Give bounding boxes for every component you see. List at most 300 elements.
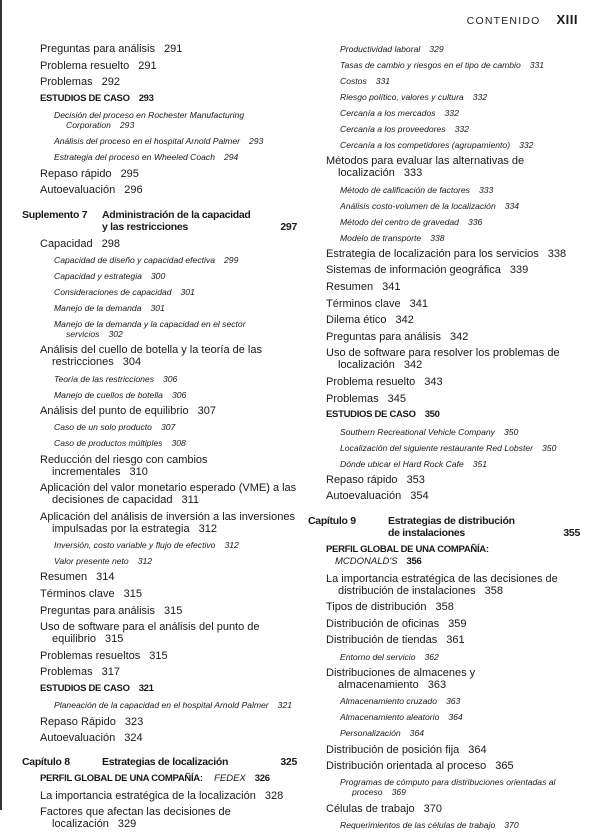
toc-subentry[interactable] <box>22 252 297 268</box>
entry-page: 350 <box>542 442 557 453</box>
entry-title: Términos clave <box>40 588 115 601</box>
entry-text <box>40 511 297 535</box>
entry-text <box>340 820 580 830</box>
entry-text <box>54 374 297 384</box>
entry-page: 358 <box>435 601 454 614</box>
chapter-title-line: Estrategias de distribución <box>388 514 515 527</box>
toc-subentry[interactable] <box>22 697 297 713</box>
toc-entry[interactable] <box>308 153 580 182</box>
entry-text <box>326 474 580 486</box>
entry-text <box>40 238 297 250</box>
toc-entry[interactable] <box>22 713 297 730</box>
entry-text <box>326 803 580 815</box>
toc-subentry[interactable] <box>308 182 580 198</box>
entry-page: 332 <box>444 108 459 118</box>
entry-text <box>340 777 580 797</box>
toc-subentry[interactable] <box>308 73 580 89</box>
toc-subentry[interactable] <box>308 817 580 833</box>
entry-page: 306 <box>171 389 187 400</box>
chapter-title-line: Estrategias de localización <box>102 756 229 769</box>
entry-page: 324 <box>124 732 143 745</box>
entry-text <box>326 618 580 630</box>
entry-title: Análisis costo-volumen de la localización <box>340 200 496 211</box>
case-studies-entry[interactable] <box>308 407 580 424</box>
toc-entry[interactable] <box>308 741 580 758</box>
entry-title: Problema resuelto <box>326 376 416 389</box>
entry-page: 338 <box>430 232 445 243</box>
entry-page: 308 <box>171 438 186 449</box>
entry-text <box>326 331 580 343</box>
case-studies-entry[interactable] <box>22 91 297 108</box>
toc-subentry[interactable] <box>22 133 297 149</box>
entry-title: Productividad laboral <box>340 44 421 54</box>
entry-title: Caso de un solo producto <box>54 422 152 433</box>
toc-entry[interactable] <box>308 472 580 489</box>
entry-text <box>54 271 297 281</box>
entry-text <box>40 732 297 744</box>
entry-title: Problemas <box>326 392 379 405</box>
entry-page: 364 <box>409 728 425 739</box>
entry-text <box>40 93 154 104</box>
entry-title: Manejo de cuellos de botella <box>54 389 163 400</box>
entry-page: 326 <box>254 773 270 785</box>
entry-text <box>40 716 297 728</box>
entry-title: Estrategia del proceso en Wheeled Coach <box>54 152 215 163</box>
entry-text <box>326 667 580 691</box>
toc-column-right <box>308 41 580 833</box>
entry-title: Autoevaluación <box>40 184 116 197</box>
entry-text <box>326 298 580 310</box>
entry-text <box>326 573 580 597</box>
entry-title: ESTUDIOS DE CASO <box>40 93 130 105</box>
entry-title: Distribución de posición fija <box>326 743 460 756</box>
entry-title: Personalización <box>340 728 401 739</box>
entry-text <box>54 319 297 339</box>
toc-subentry[interactable] <box>308 649 580 665</box>
entry-page: 341 <box>409 297 428 310</box>
toc-entry[interactable] <box>22 569 297 586</box>
entry-page: 342 <box>403 359 423 372</box>
entry-page: 315 <box>163 604 183 617</box>
chapter-label: Capítulo 8 <box>22 756 70 769</box>
toc-entry[interactable] <box>22 619 297 648</box>
chapter-title-line: Administración de la capacidad <box>102 208 251 221</box>
toc-entry[interactable] <box>308 345 580 374</box>
entry-text <box>326 744 580 756</box>
entry-text <box>40 482 297 506</box>
entry-text <box>326 155 580 179</box>
entry-text <box>54 303 297 313</box>
entry-title: PERFIL GLOBAL DE UNA COMPAÑÍA: <box>40 773 203 785</box>
entry-title: Resumen <box>40 571 88 584</box>
entry-page: 342 <box>395 314 414 327</box>
toc-entry[interactable] <box>308 488 580 505</box>
toc-subentry[interactable] <box>308 230 580 246</box>
page-edge <box>0 0 2 810</box>
entry-title: Resumen <box>326 281 374 294</box>
entry-text <box>326 601 580 613</box>
entry-title: Reducción del riesgo con cambios incrementales <box>40 453 208 478</box>
entry-title: La importancia estratégica de la localización <box>40 789 256 802</box>
toc-entry[interactable] <box>22 165 297 182</box>
entry-text <box>40 588 297 600</box>
entry-text <box>54 540 297 550</box>
entry-page: 341 <box>382 281 401 294</box>
page-number: XIII <box>556 12 578 27</box>
entry-page: 365 <box>495 760 514 773</box>
entry-text <box>326 393 580 405</box>
entry-title: Preguntas para análisis <box>326 330 441 343</box>
entry-title: Repaso Rápido <box>40 715 116 728</box>
entry-page: 353 <box>406 473 425 486</box>
entry-title: Decisión del proceso en Rochester Manufacturing Corporation <box>54 110 245 131</box>
toc-subentry[interactable] <box>22 284 297 300</box>
entry-title: Distribución de tiendas <box>326 634 438 647</box>
company-profile-entry[interactable] <box>22 771 297 788</box>
entry-page: 292 <box>101 76 120 89</box>
entry-text <box>326 490 580 502</box>
entry-title: Southern Recreational Vehicle Company <box>340 426 495 437</box>
entry-title: Autoevaluación <box>40 732 116 745</box>
entry-page: 364 <box>468 743 487 756</box>
entry-page: 332 <box>454 124 469 134</box>
chapter-title-line: de instalaciones <box>388 527 465 540</box>
entry-page: 328 <box>264 789 284 802</box>
entry-text <box>40 454 297 478</box>
entry-title: Capacidad de diseño y capacidad efectiva <box>54 255 216 266</box>
entry-text <box>40 43 297 55</box>
entry-text <box>326 347 580 371</box>
entry-title: Uso de software para el análisis del punto de equilibrio <box>40 621 260 646</box>
entry-title: Cercanía a los mercados <box>340 108 436 118</box>
entry-title: Problemas resueltos <box>40 649 141 662</box>
entry-page: 350 <box>503 426 519 437</box>
entry-title: Cercanía a los proveedores <box>340 124 446 134</box>
entry-title: Caso de productos múltiples <box>54 438 163 449</box>
entry-text <box>40 666 297 678</box>
entry-text <box>54 422 297 432</box>
entry-text <box>340 652 580 662</box>
toc-entry[interactable] <box>22 74 297 91</box>
toc-subentry[interactable] <box>308 89 580 105</box>
entry-title: Distribución orientada al proceso <box>326 760 487 773</box>
entry-page: 336 <box>467 216 483 227</box>
entry-page: 312 <box>137 556 153 567</box>
entry-text <box>40 344 297 368</box>
toc-entry[interactable] <box>308 374 580 391</box>
entry-title: Términos clave <box>326 297 401 310</box>
entry-text <box>326 409 440 420</box>
toc-subentry[interactable] <box>308 57 580 73</box>
entry-title: Distribuciones de almacenes y almacenamiento <box>326 666 476 691</box>
entry-title: Planeación de la capacidad en el hospital Arnold Palmer <box>54 700 269 711</box>
entry-text <box>40 405 297 417</box>
entry-text <box>54 390 297 400</box>
entry-text <box>326 248 580 260</box>
toc-entry[interactable] <box>308 329 580 346</box>
toc-subentry[interactable] <box>22 387 297 403</box>
entry-title: Análisis del punto de equilibrio <box>40 405 189 418</box>
chapter-label: Suplemento 7 <box>22 208 88 221</box>
chapter-title-line: y las restricciones <box>102 221 188 234</box>
entry-title: Repaso rápido <box>40 167 112 180</box>
toc-entry[interactable] <box>22 480 297 509</box>
entry-title: Consideraciones de capacidad <box>54 287 172 298</box>
company-profile-entry[interactable] <box>308 542 580 571</box>
toc-subentry[interactable] <box>22 316 297 342</box>
toc-entry[interactable] <box>308 632 580 649</box>
chapter-page: 325 <box>280 756 297 769</box>
entry-text <box>54 110 297 130</box>
entry-page: 317 <box>101 666 120 679</box>
toc-subentry[interactable] <box>22 419 297 435</box>
entry-text <box>326 376 580 388</box>
toc-subentry[interactable] <box>308 137 580 153</box>
entry-title: Almacenamiento aleatorio <box>340 712 440 723</box>
toc-entry[interactable] <box>308 390 580 407</box>
entry-page: 306 <box>163 373 178 384</box>
entry-title: Manejo de la demanda y la capacidad en el sector servicios <box>54 319 246 340</box>
chapter-heading[interactable] <box>22 754 297 771</box>
toc-entry[interactable] <box>308 295 580 312</box>
entry-page: 338 <box>547 247 567 260</box>
toc-entry[interactable] <box>308 800 580 817</box>
chapter-heading[interactable] <box>308 513 580 542</box>
toc-subentry[interactable] <box>22 553 297 569</box>
entry-page: 291 <box>163 43 183 56</box>
entry-page: 343 <box>424 376 443 389</box>
toc-entry[interactable] <box>22 41 297 58</box>
entry-page: 299 <box>224 255 239 266</box>
entry-text <box>340 233 580 243</box>
toc-entry[interactable] <box>22 342 297 371</box>
entry-title: Análisis del proceso en el hospital Arnold Palmer <box>54 136 240 147</box>
entry-text <box>326 760 580 772</box>
entry-page: 358 <box>484 584 503 597</box>
entry-text <box>40 650 297 662</box>
entry-text <box>54 438 297 448</box>
entry-page: 323 <box>124 715 144 728</box>
entry-title: Estrategia de localización para los servicios <box>326 247 539 260</box>
entry-page: 331 <box>375 76 391 86</box>
toc-entry[interactable] <box>308 279 580 296</box>
toc-entry[interactable] <box>308 665 580 694</box>
entry-page: 302 <box>108 329 123 340</box>
chapter-title <box>102 209 280 234</box>
toc-entry[interactable] <box>22 602 297 619</box>
entry-page: 332 <box>472 92 488 102</box>
entry-page: 345 <box>387 392 406 405</box>
entry-title: Análisis del cuello de botella y la teoría de las restricciones <box>40 344 262 369</box>
entry-page: 369 <box>391 787 406 798</box>
toc-entry[interactable] <box>22 182 297 199</box>
toc-subentry[interactable] <box>22 107 297 133</box>
entry-page: 356 <box>406 556 422 568</box>
toc-subentry[interactable] <box>22 300 297 316</box>
entry-title: Costos <box>340 76 367 86</box>
entry-page: 332 <box>519 140 534 150</box>
entry-page: 293 <box>138 93 154 105</box>
entry-title: Requerimientos de las células de trabajo <box>340 820 496 831</box>
entry-title: Repaso rápido <box>326 473 398 486</box>
toc-entry[interactable] <box>22 58 297 75</box>
entry-title: Cercanía a los competidores (agrupamiento) <box>340 140 511 150</box>
entry-page: 359 <box>448 617 467 630</box>
entry-page: 351 <box>472 458 488 469</box>
toc-subentry[interactable] <box>308 693 580 709</box>
entry-title: Tipos de distribución <box>326 601 427 614</box>
entry-text <box>54 556 297 566</box>
entry-text <box>40 605 297 617</box>
entry-text <box>326 634 580 646</box>
toc-subentry[interactable] <box>22 149 297 165</box>
entry-text <box>340 108 580 118</box>
entry-text <box>40 60 297 72</box>
toc-entry[interactable] <box>308 246 580 263</box>
entry-text <box>340 92 580 102</box>
chapter-page: 355 <box>563 527 580 540</box>
toc-entry[interactable] <box>308 262 580 279</box>
entry-page: 350 <box>424 409 440 421</box>
toc-entry[interactable] <box>22 804 297 833</box>
toc-entry[interactable] <box>22 648 297 665</box>
toc-entry[interactable] <box>22 586 297 603</box>
entry-text <box>326 281 580 293</box>
toc-entry[interactable] <box>22 451 297 480</box>
toc-subentry[interactable] <box>308 424 580 440</box>
toc-subentry[interactable] <box>308 105 580 121</box>
entry-page: 354 <box>410 490 429 503</box>
entry-text <box>40 184 297 196</box>
entry-title: Capacidad y estrategia <box>54 271 142 282</box>
entry-title: Inversión, costo variable y flujo de efectivo <box>54 540 216 551</box>
toc-subentry[interactable] <box>22 435 297 451</box>
entry-page: 315 <box>123 588 142 601</box>
toc-subentry[interactable] <box>308 456 580 472</box>
chapter-heading[interactable] <box>22 207 297 236</box>
toc-subentry[interactable] <box>308 709 580 725</box>
entry-page: 370 <box>423 802 443 815</box>
entry-text <box>340 712 580 722</box>
entry-title: La importancia estratégica de las decisiones de distribución de instalaciones <box>326 572 558 597</box>
entry-page: 294 <box>224 152 239 163</box>
entry-page: 301 <box>180 287 195 298</box>
entry-text <box>340 140 580 150</box>
entry-text <box>40 571 297 583</box>
entry-text <box>40 790 297 802</box>
entry-text <box>40 621 297 645</box>
entry-text <box>340 443 580 453</box>
toc-entry[interactable] <box>308 570 580 599</box>
toc-subentry[interactable] <box>308 214 580 230</box>
entry-title: Capacidad <box>40 237 93 250</box>
toc-entry[interactable] <box>308 599 580 616</box>
entry-page: 363 <box>445 696 461 707</box>
entry-title: Factores que afectan las decisiones de localización <box>40 806 231 831</box>
toc-subentry[interactable] <box>22 537 297 553</box>
entry-text <box>340 728 580 738</box>
case-studies-entry[interactable] <box>22 681 297 698</box>
entry-text <box>54 700 297 710</box>
entry-text <box>340 185 580 195</box>
entry-text <box>54 136 297 146</box>
entry-text <box>40 806 297 830</box>
entry-text <box>54 255 297 265</box>
entry-page: 315 <box>149 649 168 662</box>
entry-page: 362 <box>424 651 439 662</box>
toc-entry[interactable] <box>22 236 297 253</box>
entry-title: ESTUDIOS DE CASO <box>40 682 130 694</box>
entry-title: Sistemas de información geográfica <box>326 264 501 277</box>
toc-subentry[interactable] <box>308 774 580 800</box>
entry-page: 342 <box>449 330 469 343</box>
entry-text <box>340 201 580 211</box>
entry-title: Problemas <box>40 76 93 89</box>
toc-entry[interactable] <box>308 758 580 775</box>
toc-subentry[interactable] <box>22 268 297 284</box>
entry-text <box>54 287 297 297</box>
entry-title: Problema resuelto <box>40 59 130 72</box>
entry-title: Almacenamiento cruzado <box>340 696 437 707</box>
toc-entry[interactable] <box>22 730 297 747</box>
toc-entry[interactable] <box>22 509 297 538</box>
entry-title: ESTUDIOS DE CASO <box>326 409 416 421</box>
entry-page: 300 <box>150 271 166 282</box>
toc-entry[interactable] <box>308 616 580 633</box>
entry-page: 339 <box>509 264 529 277</box>
entry-title: Distribución de oficinas <box>326 617 440 630</box>
entry-text <box>340 76 580 86</box>
entry-page: 315 <box>105 633 124 646</box>
entry-page: 361 <box>446 634 465 647</box>
entry-text <box>340 459 580 469</box>
entry-page: 314 <box>96 571 115 584</box>
entry-title: Localización del siguiente restaurante Red Lobster <box>340 442 534 453</box>
toc-entry[interactable] <box>308 312 580 329</box>
entry-page: 312 <box>224 540 239 551</box>
toc-subentry[interactable] <box>308 198 580 214</box>
toc-subentry[interactable] <box>22 371 297 387</box>
toc-subentry[interactable] <box>308 41 580 57</box>
entry-page: 331 <box>529 60 545 70</box>
entry-title: Entorno del servicio <box>340 651 416 662</box>
toc-entry[interactable] <box>22 403 297 420</box>
entry-page: 333 <box>478 184 494 195</box>
toc-column-left <box>22 41 297 833</box>
entry-title: Método de calificación de factores <box>340 184 470 195</box>
toc-entry[interactable] <box>22 788 297 805</box>
entry-text <box>40 76 297 88</box>
entry-title: Modelo de transporte <box>340 232 422 243</box>
toc-subentry[interactable] <box>308 440 580 456</box>
toc-subentry[interactable] <box>308 725 580 741</box>
entry-page: 304 <box>122 356 142 369</box>
entry-page: 321 <box>138 682 154 694</box>
entry-text <box>340 60 580 70</box>
toc-entry[interactable] <box>22 664 297 681</box>
entry-title: Métodos para evaluar las alternativas de localización <box>326 155 525 180</box>
chapter-title <box>388 515 563 540</box>
entry-title: Preguntas para análisis <box>40 43 155 56</box>
company-name: FEDEX <box>214 773 246 785</box>
entry-text <box>326 314 580 326</box>
entry-page: 312 <box>198 522 217 535</box>
running-header <box>467 12 578 27</box>
entry-title: Teoría de las restricciones <box>54 373 154 384</box>
entry-page: 307 <box>197 405 216 418</box>
entry-title: PERFIL GLOBAL DE UNA COMPAÑÍA: <box>326 544 489 556</box>
toc-subentry[interactable] <box>308 121 580 137</box>
